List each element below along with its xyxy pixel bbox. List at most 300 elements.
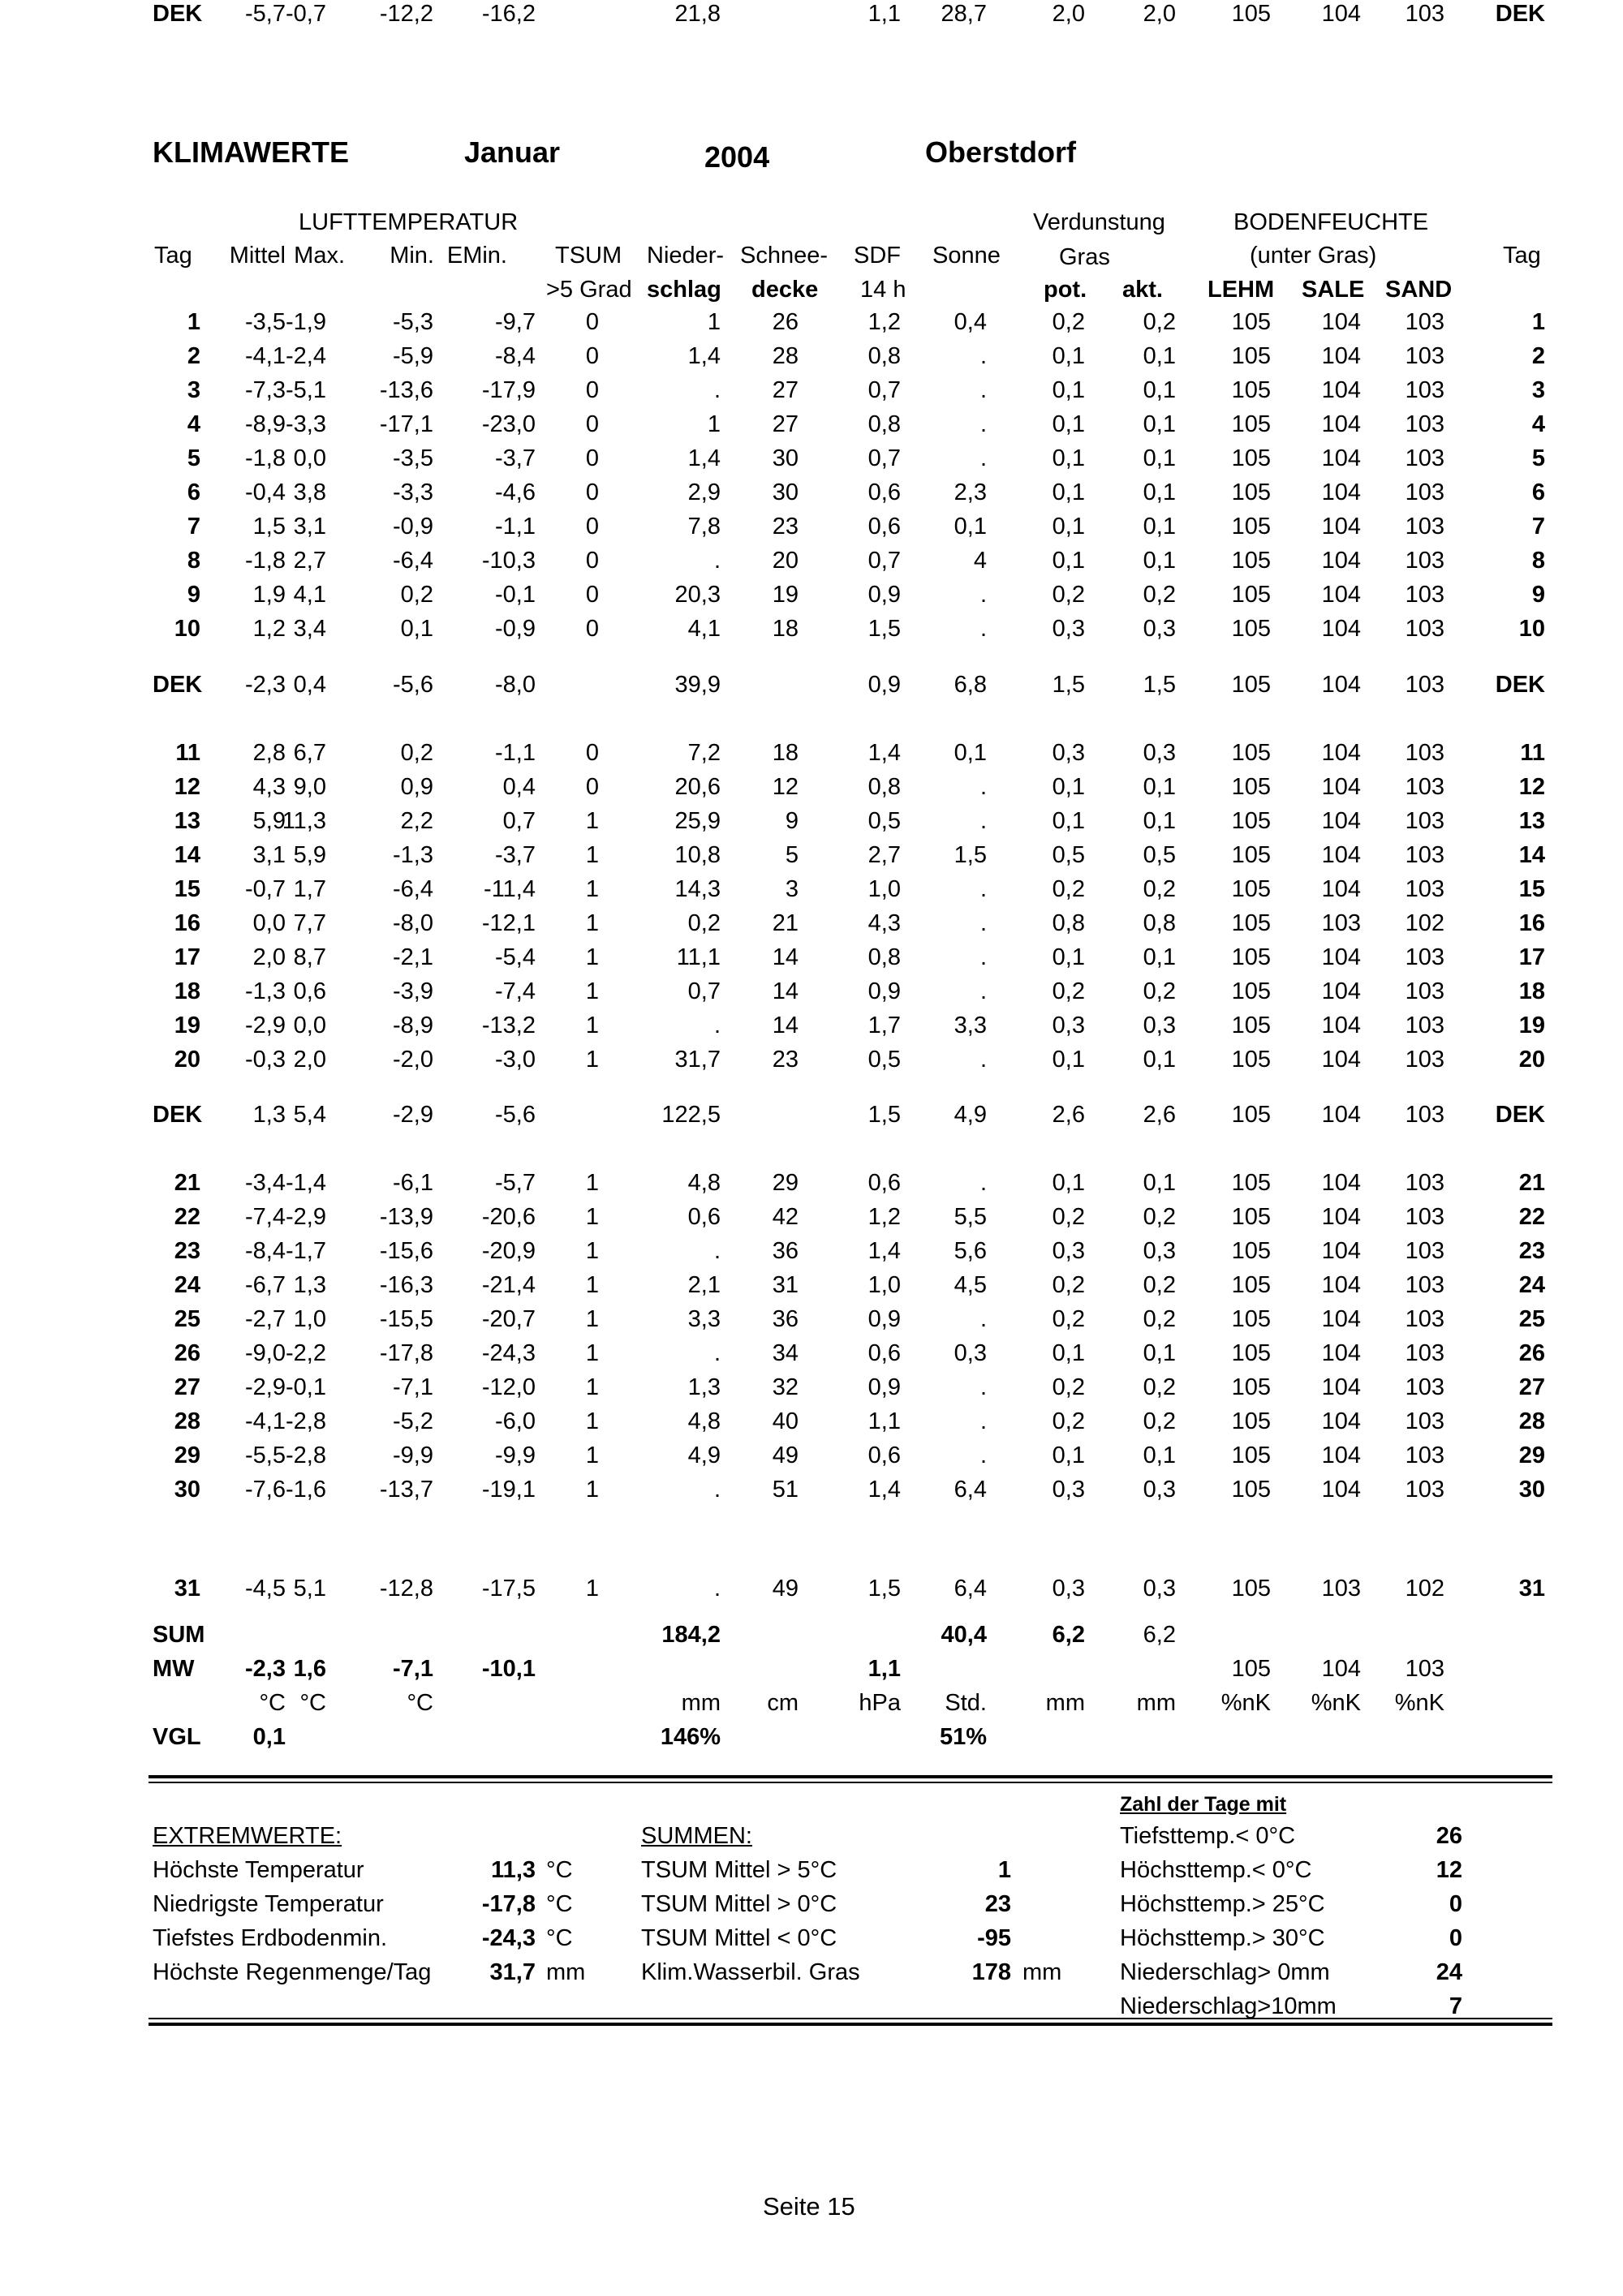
extremwerte-title: EXTREMWERTE: xyxy=(153,1823,342,1849)
cell-max: 2,7 xyxy=(293,548,326,574)
cell-verd-akt: 0,3 xyxy=(1143,1477,1176,1503)
cell-sdf: 1,2 xyxy=(867,1204,901,1230)
cell-sale: 104 xyxy=(1321,1,1361,27)
cell-emin: -0,9 xyxy=(495,616,536,642)
cell-niederschlag: 10,8 xyxy=(674,842,721,868)
cell-tsum: 1 xyxy=(585,1477,599,1503)
cell-tag: 4 xyxy=(187,411,200,437)
cell-tag-right: 29 xyxy=(1518,1443,1545,1468)
cell-lehm: 105 xyxy=(1231,548,1271,574)
cell-tag-right: DEK xyxy=(1495,1102,1545,1128)
cell-tag-right: 16 xyxy=(1518,910,1545,936)
cell-tsum: 1 xyxy=(585,1443,599,1468)
cell-max: -1,7 xyxy=(286,1238,326,1264)
cell-sonne: . xyxy=(979,1047,987,1073)
summen-unit: mm xyxy=(1022,1959,1062,1985)
cell-mittel: 0,0 xyxy=(252,910,286,936)
group-verdunstung: Verdunstung xyxy=(1033,209,1165,235)
cell-tag-right: 7 xyxy=(1531,514,1545,540)
hdr-akt: akt. xyxy=(1122,277,1163,303)
cell-sale: 103 xyxy=(1321,1576,1361,1602)
cell-tsum: 1 xyxy=(585,1408,599,1434)
cell-min: 2,2 xyxy=(400,808,433,834)
cell-sale: 104 xyxy=(1321,309,1361,335)
tage-value: 0 xyxy=(1449,1925,1462,1951)
cell-mittel: 1,9 xyxy=(252,582,286,608)
cell-sale: 104 xyxy=(1321,1272,1361,1298)
cell-tag: DEK xyxy=(153,672,203,698)
divider-top-thick xyxy=(149,1775,1552,1778)
cell-niederschlag: . xyxy=(713,1013,721,1038)
summary-verd-akt: 6,2 xyxy=(1143,1622,1176,1648)
cell-tag-right: 6 xyxy=(1531,479,1545,505)
cell-max: 5,1 xyxy=(293,1576,326,1602)
cell-sonne: 4 xyxy=(973,548,987,574)
cell-tsum: 0 xyxy=(585,309,599,335)
cell-min: -12,8 xyxy=(379,1576,433,1602)
cell-sonne: . xyxy=(979,616,987,642)
cell-sand: 103 xyxy=(1405,740,1444,766)
cell-niederschlag: . xyxy=(713,377,721,403)
cell-sale: 104 xyxy=(1321,479,1361,505)
cell-tag: 3 xyxy=(187,377,200,403)
cell-verd-akt: 0,2 xyxy=(1143,1408,1176,1434)
cell-max: 0,6 xyxy=(293,978,326,1004)
cell-lehm: 105 xyxy=(1231,808,1271,834)
cell-sdf: 1,5 xyxy=(867,1102,901,1128)
cell-sand: 103 xyxy=(1405,1170,1444,1196)
cell-niederschlag: . xyxy=(713,1576,721,1602)
divider-top-thin xyxy=(149,1782,1552,1783)
cell-sonne: 0,1 xyxy=(954,740,987,766)
cell-lehm: 105 xyxy=(1231,1,1271,27)
cell-verd-pot: 0,1 xyxy=(1052,411,1085,437)
cell-max: -2,4 xyxy=(286,343,326,369)
cell-sdf: 1,1 xyxy=(867,1,901,27)
cell-sand: 103 xyxy=(1405,411,1444,437)
cell-sale: 104 xyxy=(1321,1306,1361,1332)
cell-tag: 15 xyxy=(174,876,200,902)
cell-verd-pot: 0,1 xyxy=(1052,774,1085,800)
cell-tag-right: 11 xyxy=(1520,740,1545,766)
cell-verd-akt: 2,0 xyxy=(1143,1,1176,27)
extrem-label: Höchste Temperatur xyxy=(153,1857,364,1883)
summen-value: 178 xyxy=(971,1959,1011,1985)
cell-sonne: 5,5 xyxy=(954,1204,987,1230)
cell-min: -3,3 xyxy=(393,479,433,505)
cell-niederschlag: 25,9 xyxy=(674,808,721,834)
tage-label: Höchsttemp.< 0°C xyxy=(1120,1857,1312,1883)
cell-tag: 12 xyxy=(174,774,200,800)
cell-sonne: . xyxy=(979,411,987,437)
cell-tsum: 0 xyxy=(585,445,599,471)
cell-verd-pot: 0,2 xyxy=(1052,1374,1085,1400)
cell-verd-pot: 0,8 xyxy=(1052,910,1085,936)
summary-mittel: 0,1 xyxy=(252,1724,286,1750)
cell-sdf: 1,1 xyxy=(867,1408,901,1434)
hdr-schnee: Schnee- xyxy=(740,243,829,269)
tage-label: Höchsttemp.> 25°C xyxy=(1120,1891,1325,1917)
cell-sonne: . xyxy=(979,377,987,403)
tage-title: Zahl der Tage mit xyxy=(1120,1793,1287,1816)
cell-min: -8,9 xyxy=(393,1013,433,1038)
cell-sdf: 0,9 xyxy=(867,978,901,1004)
cell-schneedecke: 12 xyxy=(772,774,799,800)
cell-mittel: -4,5 xyxy=(245,1576,286,1602)
cell-max: 11,3 xyxy=(282,808,326,834)
cell-mittel: -7,4 xyxy=(245,1204,286,1230)
cell-lehm: 105 xyxy=(1231,1306,1271,1332)
hdr-min: Min. xyxy=(390,243,434,269)
cell-mittel: 1,2 xyxy=(252,616,286,642)
cell-tsum: 1 xyxy=(585,1204,599,1230)
cell-tag-right: 8 xyxy=(1531,548,1545,574)
cell-niederschlag: 7,8 xyxy=(687,514,721,540)
cell-verd-pot: 0,2 xyxy=(1052,1306,1085,1332)
cell-lehm: 105 xyxy=(1231,616,1271,642)
cell-tag: DEK xyxy=(153,1102,203,1128)
cell-sonne: 6,4 xyxy=(954,1477,987,1503)
summary-max: °C xyxy=(299,1690,326,1716)
summary-niederschlag: 146% xyxy=(660,1724,721,1750)
cell-tag-right: 13 xyxy=(1518,808,1545,834)
cell-emin: -21,4 xyxy=(481,1272,536,1298)
cell-mittel: -0,4 xyxy=(245,479,286,505)
cell-niederschlag: 1 xyxy=(707,309,721,335)
hdr-sdf: SDF xyxy=(854,243,901,269)
cell-min: -6,4 xyxy=(393,548,433,574)
hdr-sonne: Sonne xyxy=(932,243,1001,269)
cell-mittel: 5,9 xyxy=(252,808,286,834)
cell-sonne: 3,3 xyxy=(954,1013,987,1038)
cell-sale: 104 xyxy=(1321,548,1361,574)
group-lufttemperatur: LUFTTEMPERATUR xyxy=(299,209,519,235)
cell-mittel: -5,5 xyxy=(245,1443,286,1468)
cell-sale: 104 xyxy=(1321,1374,1361,1400)
cell-sdf: 0,8 xyxy=(867,944,901,970)
cell-max: -2,9 xyxy=(286,1204,326,1230)
cell-schneedecke: 27 xyxy=(772,411,799,437)
cell-sonne: . xyxy=(979,944,987,970)
cell-sale: 104 xyxy=(1321,1047,1361,1073)
cell-emin: -20,7 xyxy=(481,1306,536,1332)
cell-schneedecke: 51 xyxy=(772,1477,799,1503)
cell-sdf: 0,9 xyxy=(867,582,901,608)
cell-sdf: 1,0 xyxy=(867,1272,901,1298)
cell-mittel: -4,1 xyxy=(245,343,286,369)
tage-label: Niederschlag>10mm xyxy=(1120,1993,1337,2019)
cell-mittel: -2,9 xyxy=(245,1013,286,1038)
cell-tag-right: 21 xyxy=(1518,1170,1545,1196)
cell-sonne: 2,3 xyxy=(954,479,987,505)
hdr-sale: SALE xyxy=(1302,277,1365,303)
cell-schneedecke: 49 xyxy=(772,1443,799,1468)
cell-emin: -17,5 xyxy=(481,1576,536,1602)
cell-niederschlag: 11,1 xyxy=(676,944,721,970)
cell-schneedecke: 19 xyxy=(772,582,799,608)
cell-sdf: 0,6 xyxy=(867,479,901,505)
cell-tag-right: 26 xyxy=(1518,1340,1545,1366)
cell-sdf: 2,7 xyxy=(867,842,901,868)
cell-tag-right: 5 xyxy=(1531,445,1545,471)
cell-schneedecke: 26 xyxy=(772,309,799,335)
cell-tag: 13 xyxy=(174,808,200,834)
cell-mittel: 1,3 xyxy=(252,1102,286,1128)
cell-sdf: 0,9 xyxy=(867,1374,901,1400)
cell-niederschlag: . xyxy=(713,1238,721,1264)
cell-min: -9,9 xyxy=(393,1443,433,1468)
cell-niederschlag: 0,7 xyxy=(687,978,721,1004)
cell-sdf: 0,8 xyxy=(867,343,901,369)
cell-tsum: 1 xyxy=(585,1340,599,1366)
cell-schneedecke: 20 xyxy=(772,548,799,574)
cell-tsum: 0 xyxy=(585,514,599,540)
cell-sand: 103 xyxy=(1405,1047,1444,1073)
cell-tag: 11 xyxy=(175,740,200,766)
cell-sand: 103 xyxy=(1405,343,1444,369)
cell-mittel: 2,8 xyxy=(252,740,286,766)
cell-verd-pot: 0,1 xyxy=(1052,1047,1085,1073)
cell-verd-pot: 0,3 xyxy=(1052,1238,1085,1264)
cell-tag: 1 xyxy=(187,309,200,335)
extrem-label: Tiefstes Erdbodenmin. xyxy=(153,1925,388,1951)
cell-verd-akt: 0,3 xyxy=(1143,1013,1176,1038)
summary-tag: SUM xyxy=(153,1622,205,1648)
cell-sand: 103 xyxy=(1405,479,1444,505)
cell-sale: 104 xyxy=(1321,672,1361,698)
cell-schneedecke: 32 xyxy=(772,1374,799,1400)
hdr-tag: Tag xyxy=(154,243,192,269)
cell-verd-pot: 2,0 xyxy=(1052,1,1085,27)
page-number: Seite 15 xyxy=(763,2192,855,2221)
cell-emin: -8,4 xyxy=(495,343,536,369)
cell-sonne: 0,4 xyxy=(954,309,987,335)
summary-sale: 104 xyxy=(1321,1656,1361,1682)
cell-tag: 23 xyxy=(174,1238,200,1264)
cell-sand: 103 xyxy=(1405,1340,1444,1366)
cell-tag: 6 xyxy=(187,479,200,505)
cell-verd-akt: 1,5 xyxy=(1143,672,1176,698)
cell-min: -7,1 xyxy=(393,1374,433,1400)
cell-niederschlag: 7,2 xyxy=(687,740,721,766)
cell-sonne: . xyxy=(979,445,987,471)
cell-niederschlag: 20,3 xyxy=(674,582,721,608)
tage-label: Tiefsttemp.< 0°C xyxy=(1120,1823,1296,1849)
cell-emin: -12,1 xyxy=(481,910,536,936)
cell-schneedecke: 30 xyxy=(772,445,799,471)
cell-tsum: 1 xyxy=(585,944,599,970)
cell-tsum: 1 xyxy=(585,978,599,1004)
cell-tsum: 1 xyxy=(585,1047,599,1073)
cell-mittel: -8,4 xyxy=(245,1238,286,1264)
cell-emin: -1,1 xyxy=(495,740,536,766)
extrem-label: Niedrigste Temperatur xyxy=(153,1891,384,1917)
cell-tag: 17 xyxy=(174,944,200,970)
cell-max: 2,0 xyxy=(293,1047,326,1073)
cell-tag: 18 xyxy=(174,978,200,1004)
cell-sonne: 28,7 xyxy=(941,1,987,27)
cell-mittel: -2,7 xyxy=(245,1306,286,1332)
cell-tsum: 1 xyxy=(585,876,599,902)
cell-verd-akt: 0,2 xyxy=(1143,1272,1176,1298)
cell-tag: 10 xyxy=(174,616,200,642)
cell-sand: 103 xyxy=(1405,616,1444,642)
cell-verd-akt: 0,1 xyxy=(1143,808,1176,834)
cell-min: -5,2 xyxy=(393,1408,433,1434)
cell-sonne: . xyxy=(979,978,987,1004)
cell-lehm: 105 xyxy=(1231,672,1271,698)
cell-niederschlag: 4,8 xyxy=(687,1408,721,1434)
cell-max: -2,8 xyxy=(286,1443,326,1468)
cell-emin: -5,6 xyxy=(495,1102,536,1128)
cell-niederschlag: 14,3 xyxy=(674,876,721,902)
cell-emin: -3,7 xyxy=(495,445,536,471)
cell-schneedecke: 5 xyxy=(785,842,799,868)
cell-emin: -17,9 xyxy=(481,377,536,403)
cell-tag-right: 25 xyxy=(1518,1306,1545,1332)
cell-mittel: -6,7 xyxy=(245,1272,286,1298)
cell-verd-akt: 0,2 xyxy=(1143,876,1176,902)
cell-verd-akt: 0,1 xyxy=(1143,944,1176,970)
summary-sonne: 51% xyxy=(939,1724,987,1750)
cell-max: -5,1 xyxy=(286,377,326,403)
divider-bottom-thick xyxy=(149,2023,1552,2026)
cell-verd-akt: 0,1 xyxy=(1143,445,1176,471)
cell-lehm: 105 xyxy=(1231,910,1271,936)
cell-mittel: -1,3 xyxy=(245,978,286,1004)
cell-min: -1,3 xyxy=(393,842,433,868)
year: 2004 xyxy=(704,140,770,174)
cell-tsum: 0 xyxy=(585,479,599,505)
summen-label: TSUM Mittel > 5°C xyxy=(641,1857,837,1883)
cell-sale: 104 xyxy=(1321,808,1361,834)
cell-tag: 29 xyxy=(174,1443,200,1468)
cell-niederschlag: 122,5 xyxy=(661,1102,721,1128)
cell-tag-right: 1 xyxy=(1531,309,1545,335)
month: Januar xyxy=(464,135,561,169)
cell-niederschlag: 2,1 xyxy=(687,1272,721,1298)
cell-schneedecke: 36 xyxy=(772,1238,799,1264)
cell-tag: 30 xyxy=(174,1477,200,1503)
cell-sand: 103 xyxy=(1405,672,1444,698)
cell-sand: 103 xyxy=(1405,582,1444,608)
cell-verd-akt: 0,1 xyxy=(1143,377,1176,403)
cell-emin: -3,0 xyxy=(495,1047,536,1073)
cell-verd-pot: 0,2 xyxy=(1052,1204,1085,1230)
summary-niederschlag: mm xyxy=(681,1690,721,1716)
cell-emin: -8,0 xyxy=(495,672,536,698)
cell-emin: -24,3 xyxy=(481,1340,536,1366)
cell-max: -0,1 xyxy=(286,1374,326,1400)
cell-schneedecke: 14 xyxy=(772,944,799,970)
cell-schneedecke: 18 xyxy=(772,616,799,642)
cell-sand: 103 xyxy=(1405,1477,1444,1503)
cell-lehm: 105 xyxy=(1231,1170,1271,1196)
cell-verd-pot: 0,2 xyxy=(1052,1272,1085,1298)
cell-sale: 104 xyxy=(1321,582,1361,608)
cell-min: -2,1 xyxy=(393,944,433,970)
cell-max: 4,1 xyxy=(293,582,326,608)
cell-min: -5,6 xyxy=(393,672,433,698)
summary-emin: -10,1 xyxy=(481,1656,536,1682)
cell-emin: -9,9 xyxy=(495,1443,536,1468)
cell-schneedecke: 21 xyxy=(772,910,799,936)
cell-max: -1,4 xyxy=(286,1170,326,1196)
cell-max: 6,7 xyxy=(293,740,326,766)
cell-emin: -1,1 xyxy=(495,514,536,540)
cell-niederschlag: 1 xyxy=(707,411,721,437)
extrem-unit: mm xyxy=(546,1959,586,1985)
cell-min: -6,4 xyxy=(393,876,433,902)
cell-sale: 104 xyxy=(1321,1102,1361,1128)
cell-emin: -4,6 xyxy=(495,479,536,505)
cell-lehm: 105 xyxy=(1231,1340,1271,1366)
summen-label: Klim.Wasserbil. Gras xyxy=(641,1959,860,1985)
cell-sale: 104 xyxy=(1321,842,1361,868)
cell-niederschlag: 21,8 xyxy=(674,1,721,27)
cell-sale: 104 xyxy=(1321,876,1361,902)
tage-label: Niederschlag> 0mm xyxy=(1120,1959,1330,1985)
summary-mittel: °C xyxy=(259,1690,286,1716)
summary-tag: MW xyxy=(153,1656,195,1682)
cell-min: -5,3 xyxy=(393,309,433,335)
cell-verd-pot: 0,1 xyxy=(1052,343,1085,369)
summary-sand: 103 xyxy=(1405,1656,1444,1682)
cell-tag-right: 19 xyxy=(1518,1013,1545,1038)
cell-tag-right: 31 xyxy=(1518,1576,1545,1602)
cell-emin: 0,7 xyxy=(502,808,536,834)
cell-schneedecke: 23 xyxy=(772,514,799,540)
cell-schneedecke: 28 xyxy=(772,343,799,369)
cell-verd-pot: 1,5 xyxy=(1052,672,1085,698)
cell-lehm: 105 xyxy=(1231,1047,1271,1073)
cell-emin: -23,0 xyxy=(481,411,536,437)
summen-title: SUMMEN: xyxy=(641,1823,752,1849)
cell-tag-right: DEK xyxy=(1495,672,1545,698)
cell-verd-pot: 0,2 xyxy=(1052,582,1085,608)
cell-lehm: 105 xyxy=(1231,411,1271,437)
cell-emin: -11,4 xyxy=(484,876,536,902)
cell-mittel: -0,7 xyxy=(245,876,286,902)
cell-sonne: . xyxy=(979,808,987,834)
cell-sonne: . xyxy=(979,774,987,800)
cell-mittel: -1,8 xyxy=(245,445,286,471)
cell-verd-pot: 0,1 xyxy=(1052,548,1085,574)
cell-lehm: 105 xyxy=(1231,309,1271,335)
cell-sale: 104 xyxy=(1321,978,1361,1004)
cell-min: -3,5 xyxy=(393,445,433,471)
cell-schneedecke: 29 xyxy=(772,1170,799,1196)
cell-lehm: 105 xyxy=(1231,1238,1271,1264)
cell-schneedecke: 18 xyxy=(772,740,799,766)
cell-verd-akt: 0,1 xyxy=(1143,1443,1176,1468)
cell-lehm: 105 xyxy=(1231,1102,1271,1128)
cell-emin: -10,3 xyxy=(481,548,536,574)
cell-verd-akt: 0,1 xyxy=(1143,411,1176,437)
cell-min: 0,1 xyxy=(400,616,433,642)
cell-sonne: . xyxy=(979,1374,987,1400)
cell-emin: -9,7 xyxy=(495,309,536,335)
cell-lehm: 105 xyxy=(1231,1204,1271,1230)
cell-verd-pot: 0,1 xyxy=(1052,808,1085,834)
cell-tag: DEK xyxy=(153,1,203,27)
cell-min: 0,2 xyxy=(400,740,433,766)
cell-sdf: 1,2 xyxy=(867,309,901,335)
cell-niederschlag: 3,3 xyxy=(687,1306,721,1332)
hdr-tag-right: Tag xyxy=(1503,243,1541,269)
cell-lehm: 105 xyxy=(1231,582,1271,608)
cell-tag: 5 xyxy=(187,445,200,471)
